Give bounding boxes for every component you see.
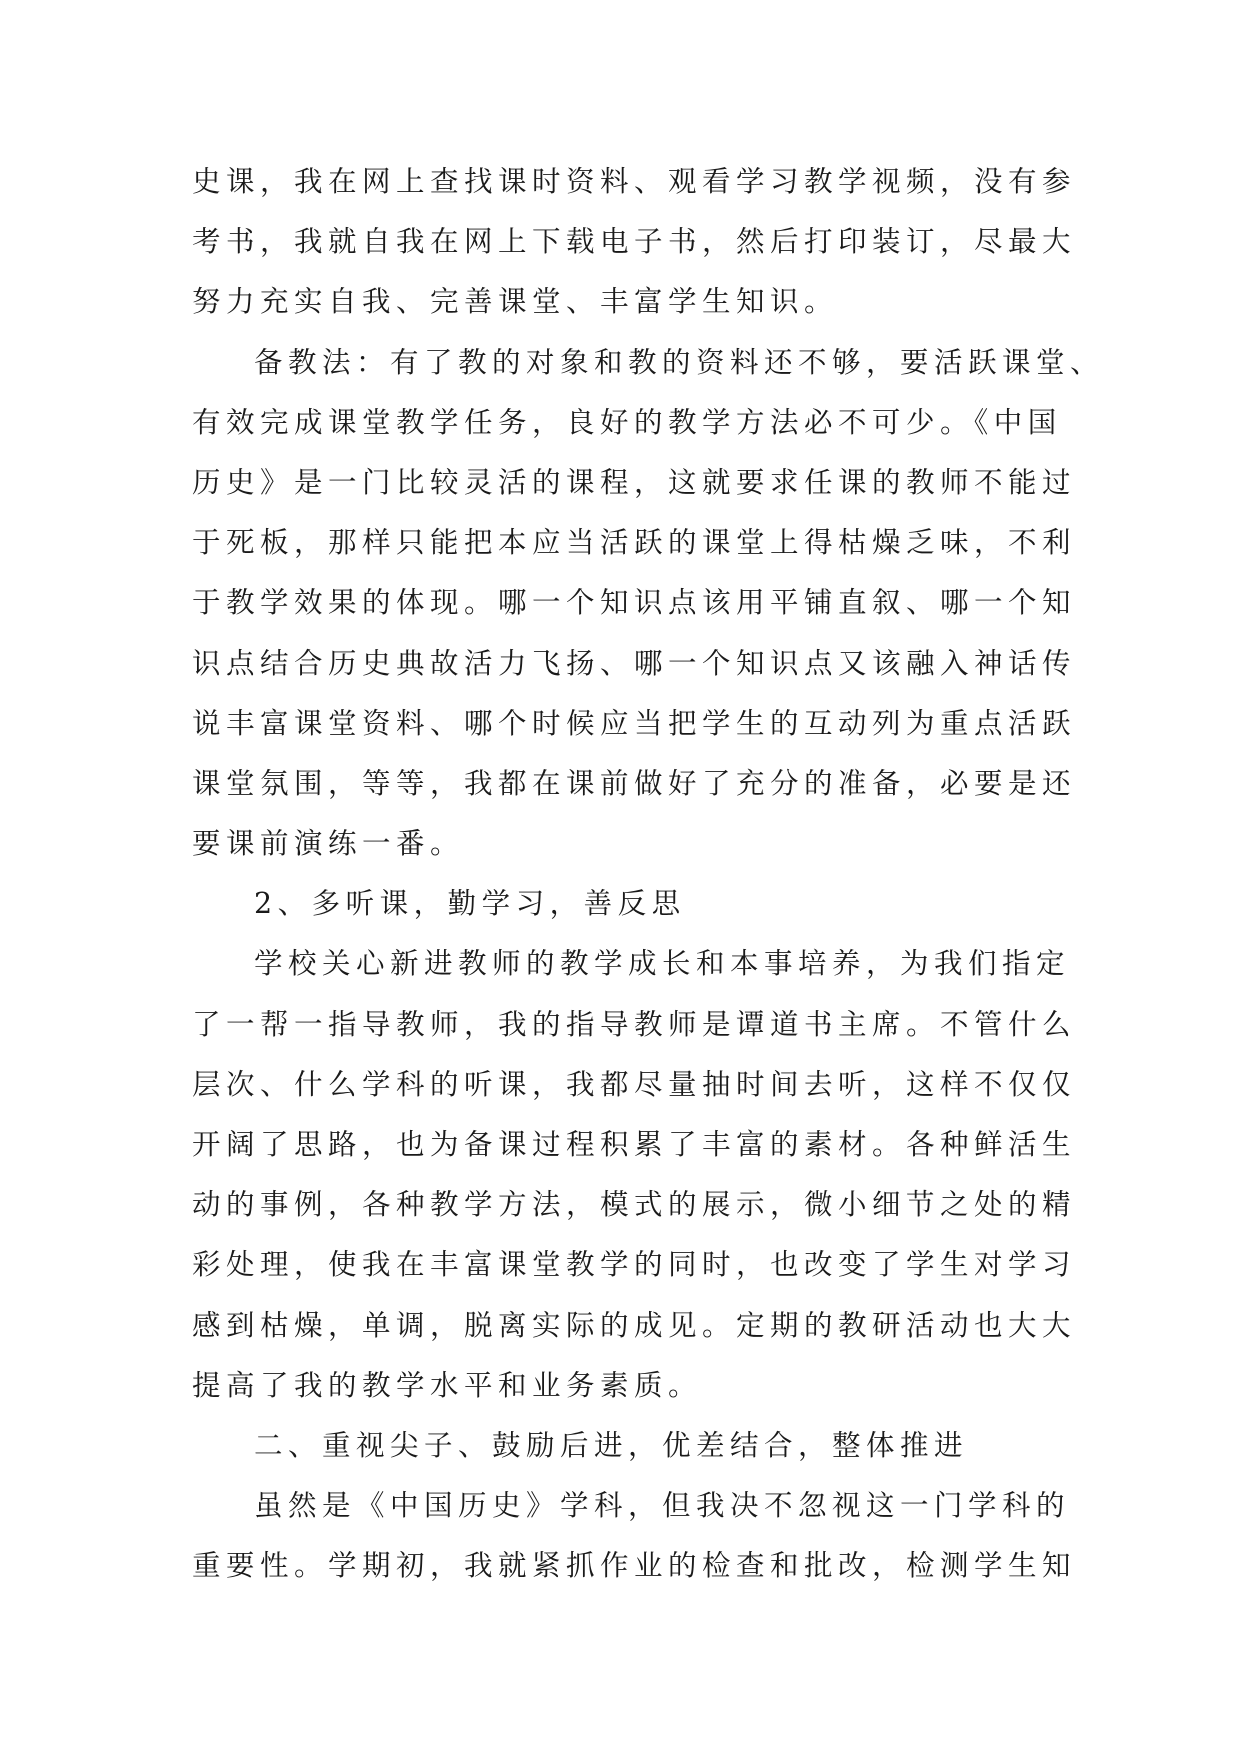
text-line: 于教学效果的体现。哪一个知识点该用平铺直叙、哪一个知 — [192, 586, 1077, 620]
paragraph-start-line: 虽然是《中国历史》学科，但我决不忽视这一门学科的 — [254, 1489, 1071, 1523]
text-line: 识点结合历史典故活力飞扬、哪一个知识点又该融入神话传 — [192, 646, 1077, 680]
text-line: 提高了我的教学水平和业务素质。 — [192, 1368, 703, 1402]
paragraph-start-line: 学校关心新进教师的教学成长和本事培养，为我们指定 — [254, 947, 1071, 981]
text-line: 历史》是一门比较灵活的课程，这就要求任课的教师不能过 — [192, 465, 1077, 499]
text-line: 要课前演练一番。 — [192, 827, 465, 861]
text-line: 动的事例，各种教学方法，模式的展示，微小细节之处的精 — [192, 1188, 1077, 1222]
text-line: 说丰富课堂资料、哪个时候应当把学生的互动列为重点活跃 — [192, 706, 1077, 740]
text-line: 重要性。学期初，我就紧抓作业的检查和批改，检测学生知 — [192, 1549, 1077, 1583]
text-line: 于死板，那样只能把本应当活跃的课堂上得枯燥乏味，不利 — [192, 526, 1077, 560]
paragraph-start-line: 备教法：有了教的对象和教的资料还不够，要活跃课堂、 — [254, 345, 1105, 379]
text-line: 课堂氛围，等等，我都在课前做好了充分的准备，必要是还 — [192, 766, 1077, 800]
section-heading: 二、重视尖子、鼓励后进，优差结合，整体推进 — [254, 1428, 969, 1462]
text-line: 考书，我就自我在网上下载电子书，然后打印装订，尽最大 — [192, 225, 1077, 259]
text-line: 了一帮一指导教师，我的指导教师是谭道书主席。不管什么 — [192, 1007, 1077, 1041]
document-body — [192, 152, 1105, 1597]
text-line: 感到枯燥，单调，脱离实际的成见。定期的教研活动也大大 — [192, 1308, 1077, 1342]
section-heading: 2、多听课，勤学习，善反思 — [254, 887, 686, 921]
text-line: 有效完成课堂教学任务，良好的教学方法必不可少。《中国 — [192, 405, 1062, 439]
text-line: 层次、什么学科的听课，我都尽量抽时间去听，这样不仅仅 — [192, 1067, 1077, 1101]
text-line: 史课，我在网上查找课时资料、观看学习教学视频，没有参 — [192, 165, 1077, 198]
text-line: 开阔了思路，也为备课过程积累了丰富的素材。各种鲜活生 — [192, 1128, 1077, 1161]
text-line: 彩处理，使我在丰富课堂教学的同时，也改变了学生对学习 — [192, 1248, 1077, 1282]
text-line: 努力充实自我、完善课堂、丰富学生知识。 — [192, 285, 839, 319]
